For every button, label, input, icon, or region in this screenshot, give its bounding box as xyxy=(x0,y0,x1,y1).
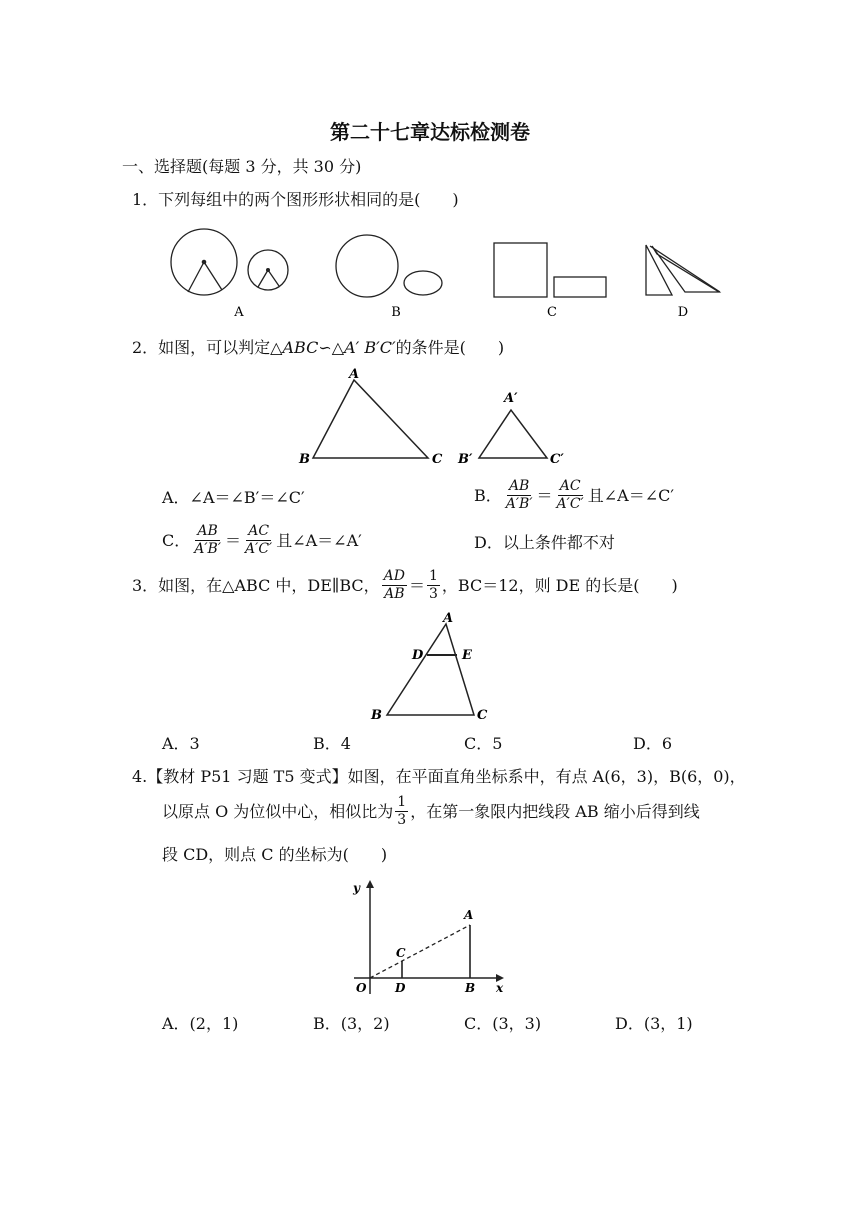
q2-option-a: A．∠A＝∠B′＝∠C′ xyxy=(162,488,305,507)
q3-option-a: A．3 xyxy=(162,734,200,753)
q2-stem: 2．如图，可以判定△ABC∽△A′ B′C′的条件是( ) xyxy=(132,338,505,357)
svg-text:y: y xyxy=(353,881,360,895)
q1-figure-b xyxy=(336,235,442,320)
page-title: 第二十七章达标检测卷 xyxy=(330,120,530,144)
svg-text:D: D xyxy=(412,648,424,663)
q1-label-d: D xyxy=(677,305,689,320)
q4-option-a: A．(2，1) xyxy=(162,1014,239,1033)
q4-option-c: C．(3，3) xyxy=(464,1014,542,1033)
svg-text:x: x xyxy=(496,981,504,995)
svg-text:A: A xyxy=(464,908,474,922)
q4-figure xyxy=(346,874,516,1000)
q3-option-b: B．4 xyxy=(313,734,351,753)
svg-text:B: B xyxy=(299,452,310,467)
q4-line3: 段 CD，则点 C 的坐标为( ) xyxy=(162,845,388,864)
q1-figure-d xyxy=(646,245,720,320)
q2-figure xyxy=(296,364,586,470)
svg-text:O: O xyxy=(356,981,367,995)
q1-label-a: A xyxy=(234,305,244,320)
svg-text:C′: C′ xyxy=(550,452,564,467)
q2-option-c: C． $\frac{AB}{A'B'}$ ＝ $\frac{AC}{A'C'}$ 且∠A＝∠A′ xyxy=(162,523,362,557)
q1-figure-c xyxy=(494,243,606,320)
q1-label-b: B xyxy=(391,305,401,320)
q1-stem: 1．下列每组中的两个图形形状相同的是( ) xyxy=(132,190,459,209)
svg-text:C: C xyxy=(477,708,488,723)
q4-line1: 4.【教材 P51 习题 T5 变式】如图，在平面直角坐标系中，有点 A(6，3)，B(6，0)， xyxy=(132,767,746,786)
svg-text:C: C xyxy=(432,452,443,467)
q4-option-b: B．(3，2) xyxy=(313,1014,390,1033)
svg-text:D: D xyxy=(395,981,406,995)
section-header: 一、选择题(每题 3 分，共 30 分) xyxy=(122,157,362,176)
svg-text:E: E xyxy=(462,648,472,663)
q3-option-c: C．5 xyxy=(464,734,503,753)
q1-figures xyxy=(160,222,740,322)
q3-option-d: D．6 xyxy=(633,734,673,753)
q2-option-d: D．以上条件都不对 xyxy=(474,533,615,552)
svg-text:A: A xyxy=(443,611,454,626)
svg-text:B′: B′ xyxy=(458,452,473,467)
svg-text:B: B xyxy=(371,708,382,723)
q1-figure-a xyxy=(171,229,288,320)
svg-text:A: A xyxy=(349,367,360,382)
svg-text:C: C xyxy=(396,946,406,960)
q3-stem: 3．如图，在△ABC 中，DE∥BC， $\frac{AD}{AB}$ ＝ $\frac{1}{3}$ ，BC＝12，则 DE 的长是( ) xyxy=(132,568,678,602)
q2-option-b: B． $\frac{AB}{A'B'}$ ＝ $\frac{AC}{A'C'}$ 且∠A＝∠C′ xyxy=(474,478,674,512)
q3-figure xyxy=(362,608,502,724)
svg-text:A′: A′ xyxy=(504,391,518,406)
q4-line2: 以原点 O 为位似中心，相似比为 $\frac{1}{3}$ ，在第一象限内把线段 AB 缩小后得到线 xyxy=(162,794,700,828)
svg-text:B: B xyxy=(465,981,476,995)
q1-label-c: C xyxy=(547,305,557,320)
q4-option-d: D．(3，1) xyxy=(615,1014,693,1033)
